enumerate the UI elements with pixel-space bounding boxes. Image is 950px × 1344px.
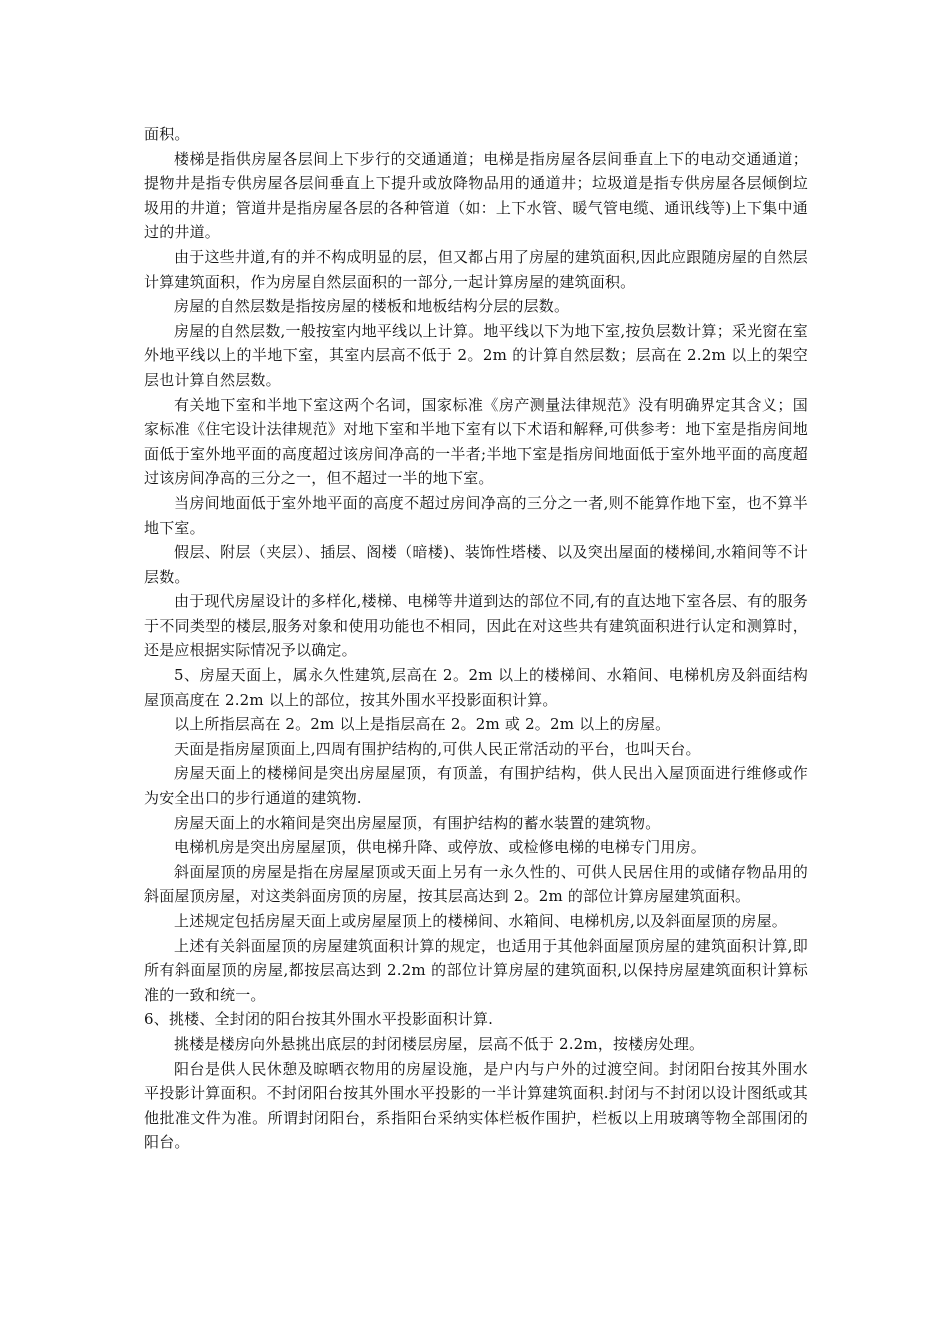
paragraph: 房屋的自然层数,一般按室内地平线以上计算。地平线以下为地下室,按负层数计算；采光窗在室外地平线以上的半地下室，其室内层高不低于 2。2m 的计算自然层数；层高在 2.2m 以上的架空层也计算自然层数。 xyxy=(144,321,808,389)
paragraph: 面积。 xyxy=(144,125,190,143)
paragraph: 有关地下室和半地下室这两个名词，国家标准《房产测量法律规范》没有明确界定其含义；国家标准《住宅设计法律规范》对地下室和半地下室有以下术语和解释,可供参考：地下室是指房间地面低于室外地平面的高度超过该房间净高的一半者;半地下室是指房间地面低于室外地平面的高度超过该房间净高的三分之一，但不超过一半的地下室。 xyxy=(144,395,808,488)
paragraph: 斜面屋顶的房屋是指在房屋屋顶或天面上另有一永久性的、可供人民居住用的或储存物品用的斜面屋顶房屋，对这类斜面房顶的房屋，按其层高达到 2。2m 的部位计算房屋建筑面积。 xyxy=(144,862,808,906)
section-item-6: 6、挑楼、全封闭的阳台按其外围水平投影面积计算. xyxy=(144,1010,494,1029)
document-body xyxy=(144,122,808,1155)
paragraph: 阳台是供人民休憩及晾晒衣物用的房屋设施，是户内与户外的过渡空间。封闭阳台按其外围水平投影计算面积。不封闭阳台按其外围水平投影的一半计算建筑面积.封闭与不封闭以设计图纸或其他批准文件为准。所谓封闭阳台，系指阳台采纳实体栏板作围护，栏板以上用玻璃等物全部围闭的阳台。 xyxy=(144,1059,808,1152)
section-item-5: 5、房屋天面上，属永久性建筑,层高在 2。2m 以上的楼梯间、水箱间、电梯机房及斜面结构屋顶高度在 2.2m 以上的部位，按其外围水平投影面积计算。 xyxy=(144,666,808,709)
paragraph: 楼梯是指供房屋各层间上下步行的交通通道；电梯是指房屋各层间垂直上下的电动交通通道；提物井是指专供房屋各层间垂直上下提升或放降物品用的通道井；垃圾道是指专供房屋各层倾倒垃圾用的井道；管道井是指房屋各层的各种管道（如：上下水管、暖气管电缆、通讯线等)上下集中通过的井道。 xyxy=(144,149,808,242)
paragraph: 由于这些井道,有的并不构成明显的层，但又都占用了房屋的建筑面积,因此应跟随房屋的自然层计算建筑面积，作为房屋自然层面积的一部分,一起计算房屋的建筑面积。 xyxy=(144,247,808,291)
paragraph: 天面是指房屋顶面上,四周有围护结构的,可供人民正常活动的平台，也叫天台。 xyxy=(174,739,701,758)
paragraph: 电梯机房是突出房屋屋顶，供电梯升降、或停放、或检修电梯的电梯专门用房。 xyxy=(174,838,707,857)
paragraph: 上述规定包括房屋天面上或房屋屋顶上的楼梯间、水箱间、电梯机房,以及斜面屋顶的房屋。 xyxy=(174,912,787,930)
paragraph: 当房间地面低于室外地平面的高度不超过房间净高的三分之一者,则不能算作地下室，也不算半地下室。 xyxy=(144,493,808,537)
paragraph: 房屋天面上的水箱间是突出房屋屋顶，有围护结构的蓄水装置的建筑物。 xyxy=(174,813,661,832)
paragraph: 假层、附层（夹层）、插层、阁楼（暗楼)、装饰性塔楼、以及突出屋面的楼梯间,水箱间等不计层数。 xyxy=(144,543,808,586)
paragraph: 房屋的自然层数是指按房屋的楼板和地板结构分层的层数。 xyxy=(174,297,570,316)
paragraph: 挑楼是楼房向外悬挑出底层的封闭楼层房屋，层高不低于 2.2m，按楼房处理。 xyxy=(174,1034,705,1053)
paragraph: 由于现代房屋设计的多样化,楼梯、电梯等井道到达的部位不同,有的直达地下室各层、有的服务于不同类型的楼层,服务对象和使用功能也不相同，因此在对这些共有建筑面积进行认定和测算时，还是应根据实际情况予以确定。 xyxy=(144,592,808,660)
paragraph: 上述有关斜面屋顶的房屋建筑面积计算的规定，也适用于其他斜面屋顶房屋的建筑面积计算,即所有斜面屋顶的房屋,都按层高达到 2.2m 的部位计算房屋的建筑面积,以保持房屋建筑面积计算标准的一致和统一。 xyxy=(144,936,808,1004)
paragraph: 以上所指层高在 2。2m 以上是指层高在 2。2m 或 2。2m 以上的房屋。 xyxy=(174,715,671,734)
paragraph: 房屋天面上的楼梯间是突出房屋屋顶，有顶盖，有围护结构，供人民出入屋顶面进行维修或作为安全出口的步行通道的建筑物. xyxy=(144,764,808,808)
